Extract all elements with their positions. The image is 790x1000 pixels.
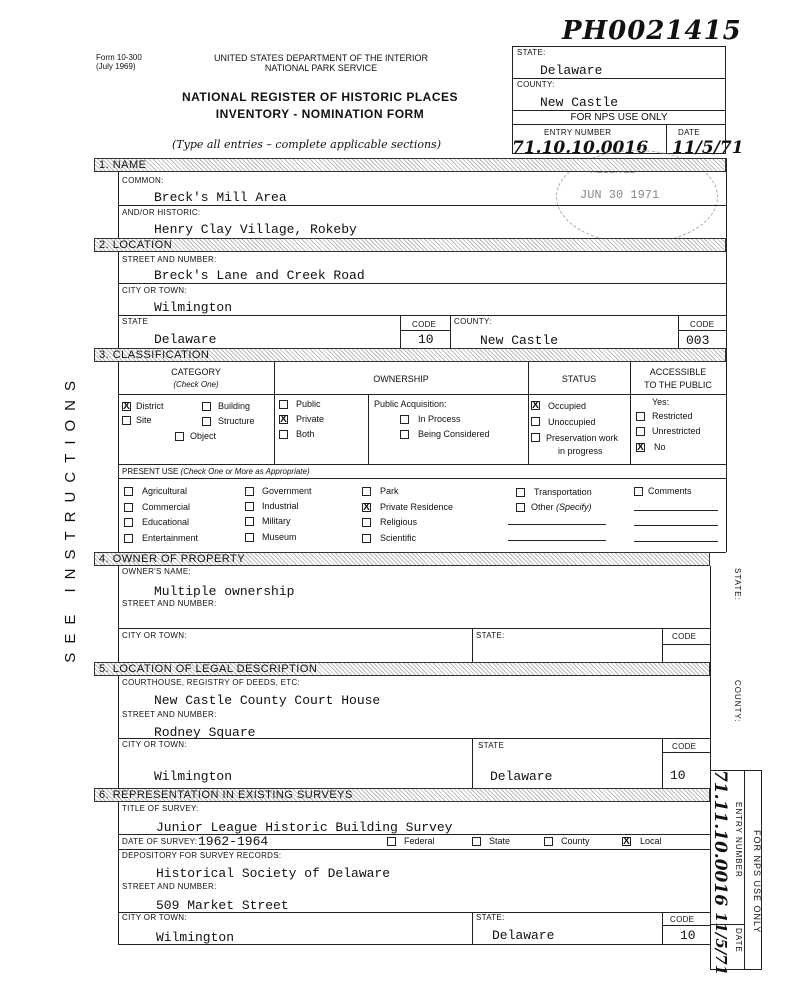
depository-code-value: 10	[680, 928, 696, 943]
educational-label: Educational	[142, 517, 190, 527]
location-county-label: COUNTY:	[454, 317, 492, 326]
local-checkbox[interactable]: X	[623, 836, 630, 847]
building-checkbox[interactable]	[202, 402, 211, 411]
depository-street-value: 509 Market Street	[156, 898, 289, 913]
side-entry-handwritten: 71.11.10.0016	[710, 770, 730, 907]
depository-city-value: Wilmington	[156, 930, 235, 945]
courthouse-value: New Castle County Court House	[154, 693, 381, 708]
no-label: No	[654, 442, 666, 452]
historic-label: AND/OR HISTORIC:	[122, 208, 201, 217]
government-checkbox[interactable]	[245, 487, 254, 496]
government-label: Government	[262, 486, 312, 496]
agricultural-checkbox[interactable]	[124, 487, 133, 496]
section-1-bar: 1. NAME	[94, 158, 726, 172]
category-label: CATEGORY	[171, 367, 221, 377]
agricultural-label: Agricultural	[142, 486, 188, 496]
survey-title-label: TITLE OF SURVEY:	[122, 804, 199, 813]
structure-checkbox[interactable]	[202, 417, 211, 426]
depository-state-label: STATE:	[476, 913, 505, 922]
agency-line-1: UNITED STATES DEPARTMENT OF THE INTERIOR	[213, 53, 429, 63]
county-survey-label: County	[561, 836, 590, 846]
present-use-sub: (Check One or More as Appropriate)	[180, 467, 310, 476]
legal-city-label: CITY OR TOWN:	[122, 740, 187, 749]
object-label: Object	[190, 431, 217, 441]
section-6-bar: 6. REPRESENTATION IN EXISTING SURVEYS	[94, 788, 710, 802]
preservation-label-1: Preservation work	[546, 433, 619, 443]
see-instructions-vertical: SEE INSTRUCTIONS	[62, 372, 79, 663]
side-entry-number-label: ENTRY NUMBER	[734, 802, 743, 878]
section-5-bar: 5. LOCATION OF LEGAL DESCRIPTION	[94, 662, 710, 676]
structure-label: Structure	[218, 416, 255, 426]
form-title-2: INVENTORY - NOMINATION FORM	[215, 107, 425, 121]
federal-checkbox[interactable]	[387, 837, 396, 846]
religious-label: Religious	[380, 517, 418, 527]
transportation-checkbox[interactable]	[516, 488, 525, 497]
header-county-label: COUNTY:	[517, 80, 555, 89]
depository-code-label: CODE	[670, 915, 695, 924]
present-use-heading	[122, 467, 310, 476]
common-label: COMMON:	[122, 176, 164, 185]
restricted-checkbox[interactable]	[636, 412, 645, 421]
state-checkbox[interactable]	[472, 837, 481, 846]
comments-label: Comments	[648, 486, 692, 496]
park-checkbox[interactable]	[362, 487, 371, 496]
header-county-value: New Castle	[540, 95, 619, 110]
museum-label: Museum	[262, 532, 297, 542]
state-survey-label: State	[489, 836, 511, 846]
restricted-label: Restricted	[652, 411, 693, 421]
public-acquisition-label: Public Acquisition:	[374, 399, 447, 409]
date-label: DATE	[678, 128, 700, 137]
location-state-label: STATE	[122, 317, 149, 326]
historic-value: Henry Clay Village, Rokeby	[154, 222, 357, 237]
depository-city-label: CITY OR TOWN:	[122, 913, 187, 922]
unrestricted-checkbox[interactable]	[636, 427, 645, 436]
industrial-label: Industrial	[262, 501, 299, 511]
location-state-code-label: CODE	[412, 320, 437, 329]
private-label: Private	[296, 414, 325, 424]
military-checkbox[interactable]	[245, 517, 254, 526]
present-use-label: PRESENT USE	[122, 467, 179, 476]
courthouse-label: COURTHOUSE, REGISTRY OF DEEDS, ETC:	[122, 678, 301, 687]
accessible-label-1: ACCESSIBLE	[649, 367, 707, 377]
museum-checkbox[interactable]	[245, 533, 254, 542]
district-checkbox[interactable]: X	[123, 401, 130, 412]
public-label: Public	[296, 399, 321, 409]
being-considered-label: Being Considered	[418, 429, 490, 439]
side-nps-use-only: FOR NPS USE ONLY	[752, 830, 762, 934]
comments-checkbox[interactable]	[634, 487, 643, 496]
agency-line-2: NATIONAL PARK SERVICE	[264, 63, 378, 73]
commercial-label: Commercial	[142, 502, 191, 512]
depository-street-label: STREET AND NUMBER:	[122, 882, 217, 891]
stamp-line-2: JUN 30 1971	[580, 188, 660, 202]
header-state-label: STATE:	[517, 48, 546, 57]
form-title-1: NATIONAL REGISTER OF HISTORIC PLACES	[181, 90, 459, 104]
common-value: Breck's Mill Area	[154, 190, 287, 205]
site-label: Site	[136, 415, 152, 425]
section-3-bar: 3. CLASSIFICATION	[94, 348, 726, 362]
location-county-value: New Castle	[480, 333, 559, 348]
depository-state-value: Delaware	[492, 928, 555, 943]
location-street-value: Breck's Lane and Creek Road	[154, 268, 365, 283]
other-label: Other (Specify)	[531, 502, 592, 512]
district-label: District	[136, 401, 164, 411]
private-residence-label: Private Residence	[380, 502, 454, 512]
section-2-bar: 2. LOCATION	[94, 238, 726, 252]
form-number: Form 10-300	[96, 53, 142, 62]
depository-value: Historical Society of Delaware	[156, 866, 391, 881]
in-process-label: In Process	[418, 414, 461, 424]
date-handwritten: 11/5/71	[672, 138, 744, 158]
legal-street-value: Rodney Square	[154, 725, 256, 740]
ownership-label: OWNERSHIP	[373, 374, 429, 384]
being-considered-checkbox[interactable]	[400, 430, 409, 439]
state-side-label: STATE:	[733, 568, 742, 601]
nps-use-only: FOR NPS USE ONLY	[570, 112, 668, 123]
survey-title-value: Junior League Historic Building Survey	[156, 820, 453, 835]
both-checkbox[interactable]	[279, 430, 288, 439]
side-date-handwritten: 11/5/71	[712, 912, 730, 976]
owner-state-label: STATE:	[476, 631, 505, 640]
other-checkbox[interactable]	[516, 503, 525, 512]
private-checkbox[interactable]: X	[280, 414, 287, 425]
public-checkbox[interactable]	[279, 400, 288, 409]
county-checkbox[interactable]	[544, 837, 553, 846]
unrestricted-label: Unrestricted	[652, 426, 701, 436]
survey-date-label: DATE OF SURVEY:	[122, 837, 198, 846]
side-date-label: DATE	[734, 928, 743, 953]
object-checkbox[interactable]	[175, 432, 184, 441]
owner-city-label: CITY OR TOWN:	[122, 631, 187, 640]
scientific-label: Scientific	[380, 533, 417, 543]
entertainment-checkbox[interactable]	[124, 534, 133, 543]
legal-state-value: Delaware	[490, 769, 553, 784]
legal-code-label: CODE	[672, 742, 697, 751]
accessible-label-2: TO THE PUBLIC	[644, 380, 712, 390]
handwritten-id: PH0021415	[562, 16, 742, 46]
owner-name-value: Multiple ownership	[154, 584, 295, 599]
entry-number-handwritten: 71.10.10.0016	[512, 138, 649, 158]
site-checkbox[interactable]	[122, 416, 131, 425]
both-label: Both	[296, 429, 315, 439]
location-street-label: STREET AND NUMBER:	[122, 255, 217, 264]
category-sub: (Check One)	[173, 380, 219, 389]
location-city-label: CITY OR TOWN:	[122, 286, 187, 295]
park-label: Park	[380, 486, 399, 496]
occupied-label: Occupied	[548, 401, 587, 411]
scientific-checkbox[interactable]	[362, 534, 371, 543]
location-county-code-value: 003	[686, 333, 710, 348]
depository-label: DEPOSITORY FOR SURVEY RECORDS:	[122, 851, 282, 860]
legal-state-label: STATE	[478, 741, 505, 750]
entry-number-label: ENTRY NUMBER	[544, 128, 612, 137]
entertainment-label: Entertainment	[142, 533, 199, 543]
military-label: Military	[262, 516, 291, 526]
legal-code-value: 10	[670, 768, 686, 783]
yes-label: Yes:	[652, 397, 670, 407]
legal-city-value: Wilmington	[154, 769, 233, 784]
industrial-checkbox[interactable]	[245, 502, 254, 511]
federal-label: Federal	[404, 836, 435, 846]
location-state-code-value: 10	[418, 332, 434, 347]
preservation-checkbox[interactable]	[531, 433, 540, 442]
survey-date-value: 1962-1964	[198, 834, 269, 849]
in-process-checkbox[interactable]	[400, 415, 409, 424]
educational-checkbox[interactable]	[124, 518, 133, 527]
transportation-label: Transportation	[534, 487, 592, 497]
location-state-value: Delaware	[154, 332, 217, 347]
occupied-checkbox[interactable]: X	[532, 400, 539, 411]
owner-code-label: CODE	[672, 632, 697, 641]
no-checkbox[interactable]: X	[637, 442, 644, 453]
form-instructions: (Type all entries – complete applicable sections)	[172, 138, 441, 151]
local-label: Local	[640, 836, 662, 846]
header-state-value: Delaware	[540, 63, 603, 78]
legal-street-label: STREET AND NUMBER:	[122, 710, 217, 719]
section-4-bar: 4. OWNER OF PROPERTY	[94, 552, 710, 566]
preservation-label-2: in progress	[558, 446, 603, 456]
commercial-checkbox[interactable]	[124, 503, 133, 512]
building-label: Building	[218, 401, 251, 411]
form-date: (July 1969)	[96, 62, 136, 71]
unoccupied-checkbox[interactable]	[531, 417, 540, 426]
status-label: STATUS	[561, 374, 597, 384]
owner-street-label: STREET AND NUMBER:	[122, 599, 217, 608]
private-residence-checkbox[interactable]: X	[363, 502, 370, 513]
county-side-label: COUNTY:	[733, 680, 742, 723]
unoccupied-label: Unoccupied	[548, 417, 596, 427]
owner-name-label: OWNER'S NAME:	[122, 567, 191, 576]
location-county-code-label: CODE	[690, 320, 715, 329]
location-city-value: Wilmington	[154, 300, 233, 315]
religious-checkbox[interactable]	[362, 518, 371, 527]
